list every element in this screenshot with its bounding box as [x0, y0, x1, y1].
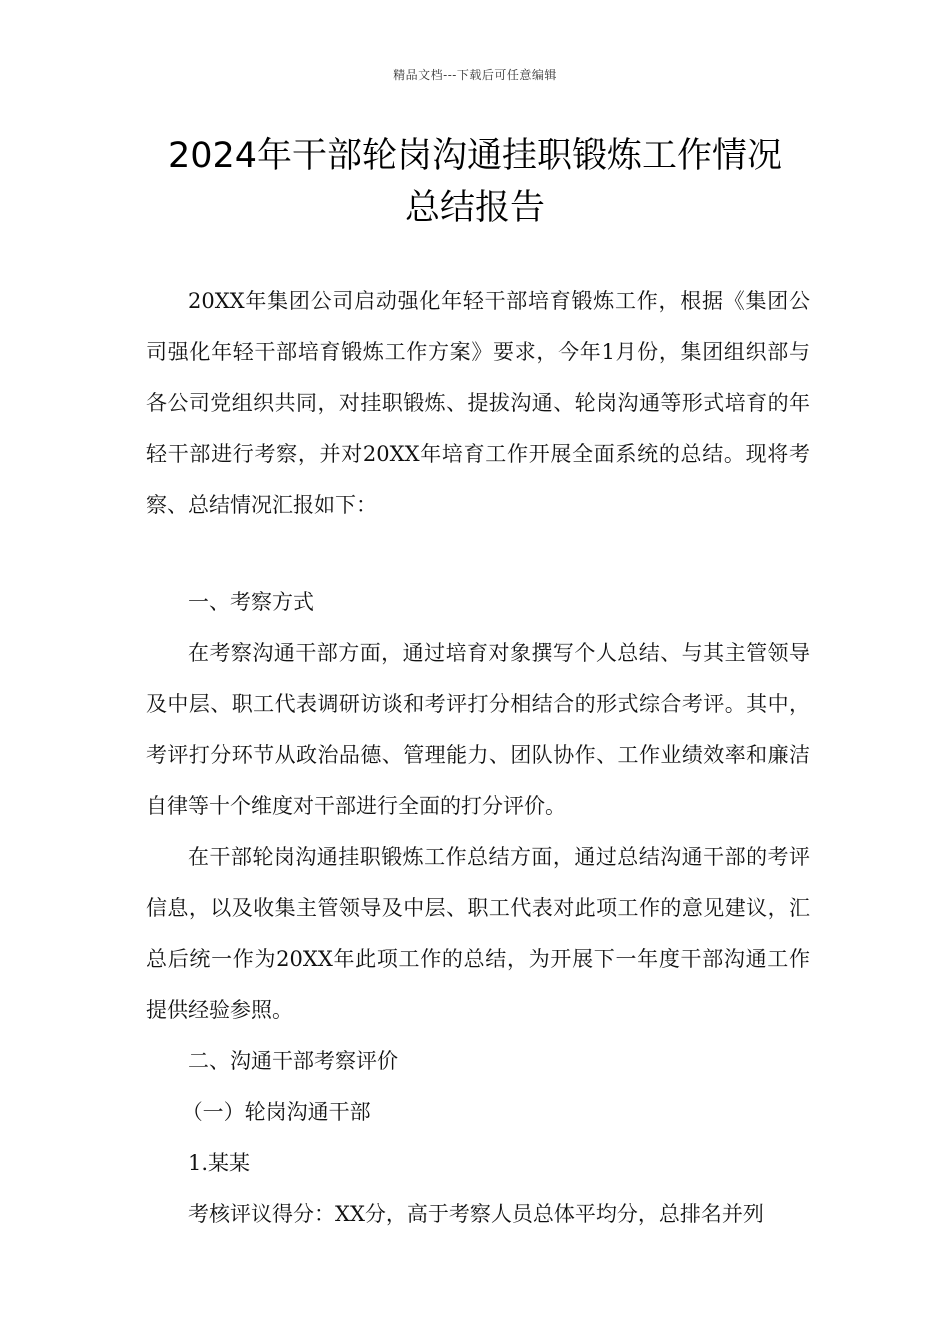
section-1-paragraph-2: 在干部轮岗沟通挂职锻炼工作总结方面，通过总结沟通干部的考评信息，以及收集主管领导及中层、职工代表对此项工作的意见建议，汇总后统一作为20XX年此项工作的总结，为开展下一年度干部沟通工作提供经验参照。 — [146, 845, 810, 1022]
title-line-2: 总结报告 — [404, 188, 545, 228]
item-1-text: 考核评议得分：XX分，高于考察人员总体平均分，总排名并列 — [188, 1202, 764, 1226]
intro-paragraph: 20XX年集团公司启动强化年轻干部培育锻炼工作，根据《集团公司强化年轻干部培育锻炼工作方案》要求，今年1月份，集团组织部与各公司党组织共同，对挂职锻炼、提拔沟通、轮岗沟通等形式培育的年轻干部进行考察，并对20XX年培育工作开展全面系统的总结。现将考察、总结情况汇报如下： — [146, 289, 810, 517]
subsection-1-heading: （一）轮岗沟通干部 — [181, 1100, 371, 1124]
item-1-heading: 1.某某 — [188, 1151, 251, 1175]
header-note: 精品文档---下载后可任意编辑 — [393, 68, 557, 82]
title-line-1: 2024年干部轮岗沟通挂职锻炼工作情况 — [167, 136, 783, 176]
section-1-heading: 一、考察方式 — [188, 590, 314, 614]
section-1-paragraph-1: 在考察沟通干部方面，通过培育对象撰写个人总结、与其主管领导及中层、职工代表调研访谈和考评打分相结合的形式综合考评。其中，考评打分环节从政治品德、管理能力、团队协作、工作业绩效率和廉洁自律等十个维度对干部进行全面的打分评价。 — [146, 641, 810, 818]
section-2-heading: 二、沟通干部考察评价 — [188, 1049, 398, 1073]
document-title — [100, 130, 850, 234]
document-body — [146, 276, 810, 1240]
